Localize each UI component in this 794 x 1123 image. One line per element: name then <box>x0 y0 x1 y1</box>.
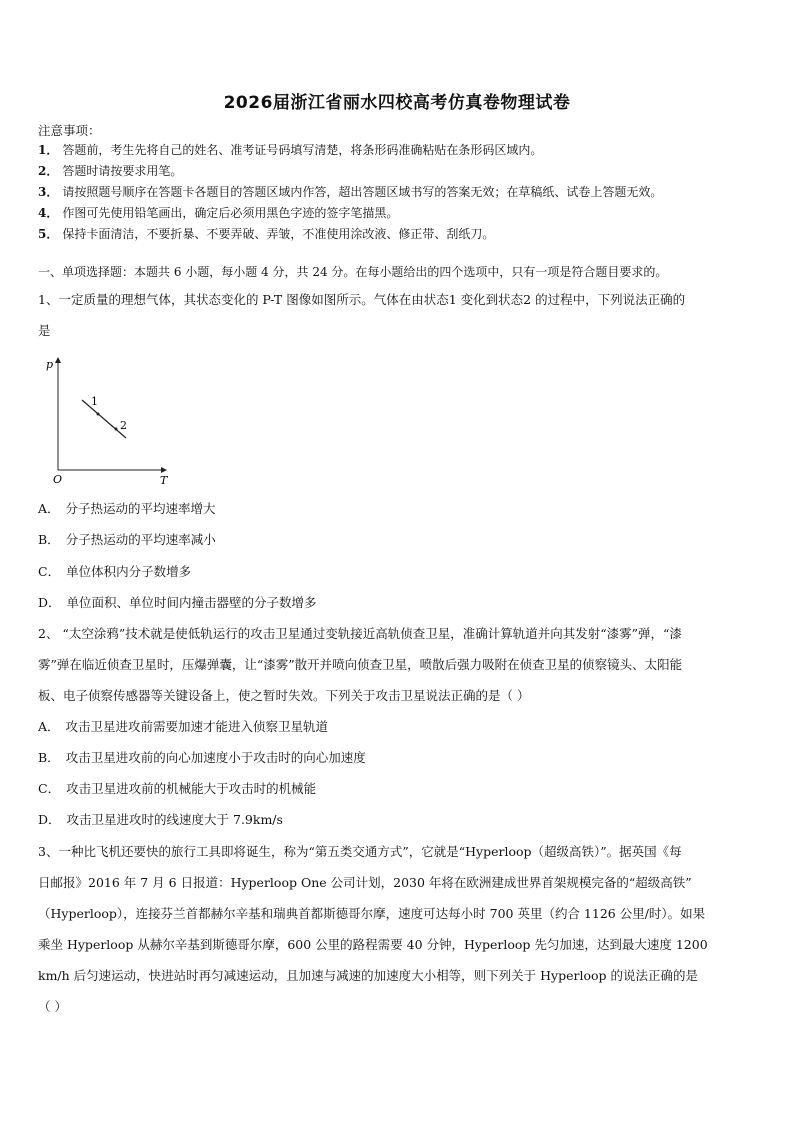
notice-item: 3． 请按照题号顺序在答题卡各题目的答题区域内作答，超出答题区域书写的答案无效；在草稿纸、试卷上答题无效。 <box>38 185 663 199</box>
option-c: C． 单位体积内分子数增多 <box>38 564 192 579</box>
notice-heading: 注意事项： <box>38 123 101 138</box>
option-d: D． 单位面积、单位时间内撞击器壁的分子数增多 <box>38 595 317 610</box>
notice-item: 5． 保持卡面清洁，不要折暴、不要弄破、弄皱，不准使用涂改液、修正带、刮纸刀。 <box>38 227 495 241</box>
question-text: km/h 后匀速运动，快进站时再匀减速运动，且加速与减速的加速度大小相等，则下列关于 Hyperloop 的说法正确的是 <box>38 968 698 983</box>
section-heading: 一、单项选择题：本题共 6 小题，每小题 4 分，共 24 分。在每小题给出的四个选项中，只有一项是符合题目要求的。 <box>38 265 668 279</box>
option-d: D． 攻击卫星进攻时的线速度大于 7.9km/s <box>38 812 283 827</box>
notice-item: 1． 答题前，考生先将自己的姓名、准考证号码填写清楚，将条形码准确粘贴在条形码区域内。 <box>38 143 543 157</box>
question-text: 1、一定质量的理想气体，其状态变化的 P-T 图像如图所示。气体在由状态1 变化到状态2 的过程中，下列说法正确的 <box>38 292 686 307</box>
question-text: 雾”弹在临近侦查卫星时，压爆弹囊，让“漆雾”散开并喷向侦查卫星，喷散后强力吸附在侦查卫星的侦察镜头、太阳能 <box>38 657 683 672</box>
state-2-point <box>115 428 118 431</box>
question-2 <box>38 624 760 706</box>
notice-item: 2． 答题时请按要求用笔。 <box>38 164 183 178</box>
x-axis-label: T <box>160 474 168 487</box>
p-t-graph <box>38 350 178 490</box>
notice-item: 4． 作图可先使用铅笔画出，确定后必须用黑色字迹的签字笔描黑。 <box>38 206 399 220</box>
notice-list <box>38 140 758 245</box>
page-title: 2026届浙江省丽水四校高考仿真卷物理试卷 <box>223 93 571 113</box>
question-text: （Hyperloop），连接芬兰首都赫尔辛基和瑞典首都斯德哥尔摩，速度可达每小时 700 英里（约合 1126 公里/时）。如果 <box>38 906 706 921</box>
option-a: A． 分子热运动的平均速率增大 <box>38 501 216 516</box>
option-a: A． 攻击卫星进攻前需要加速才能进入侦察卫星轨道 <box>38 719 329 734</box>
option-b: B． 分子热运动的平均速率减小 <box>38 532 216 547</box>
question-text: 板、电子侦察传感器等关键设备上，使之暂时失效。下列关于攻击卫星说法正确的是（ ） <box>38 688 530 703</box>
question-1 <box>38 290 760 341</box>
question-text: 3、一种比飞机还要快的旅行工具即将诞生，称为“第五类交通方式”，它就是“Hyperloop（超级高铁）”。据英国《每 <box>38 844 682 859</box>
option-b: B． 攻击卫星进攻前的向心加速度小于攻击时的向心加速度 <box>38 750 366 765</box>
y-axis-label: p <box>46 358 54 371</box>
state-2-label: 2 <box>120 419 127 432</box>
state-1-label: 1 <box>91 395 98 408</box>
origin-label: O <box>53 473 63 486</box>
question-text: 日邮报》2016 年 7 月 6 日报道：Hyperloop One 公司计划，2030 年将在欧洲建成世界首架规模完备的“超级高铁” <box>38 875 692 890</box>
option-c: C． 攻击卫星进攻前的机械能大于攻击时的机械能 <box>38 781 317 796</box>
question-text: （ ） <box>38 999 67 1014</box>
state-1-point <box>97 413 100 416</box>
question-text: 是 <box>38 323 51 338</box>
question-text: 乘坐 Hyperloop 从赫尔辛基到斯德哥尔摩，600 公里的路程需要 40 分钟，Hyperloop 先匀加速，达到最大速度 1200 <box>38 937 708 952</box>
question-text: 2、 “太空涂鸦”技术就是使低轨运行的攻击卫星通过变轨接近高轨侦查卫星，准确计算轨道并向其发射“漆雾”弹，“漆 <box>38 626 682 641</box>
question-3 <box>38 842 760 1017</box>
